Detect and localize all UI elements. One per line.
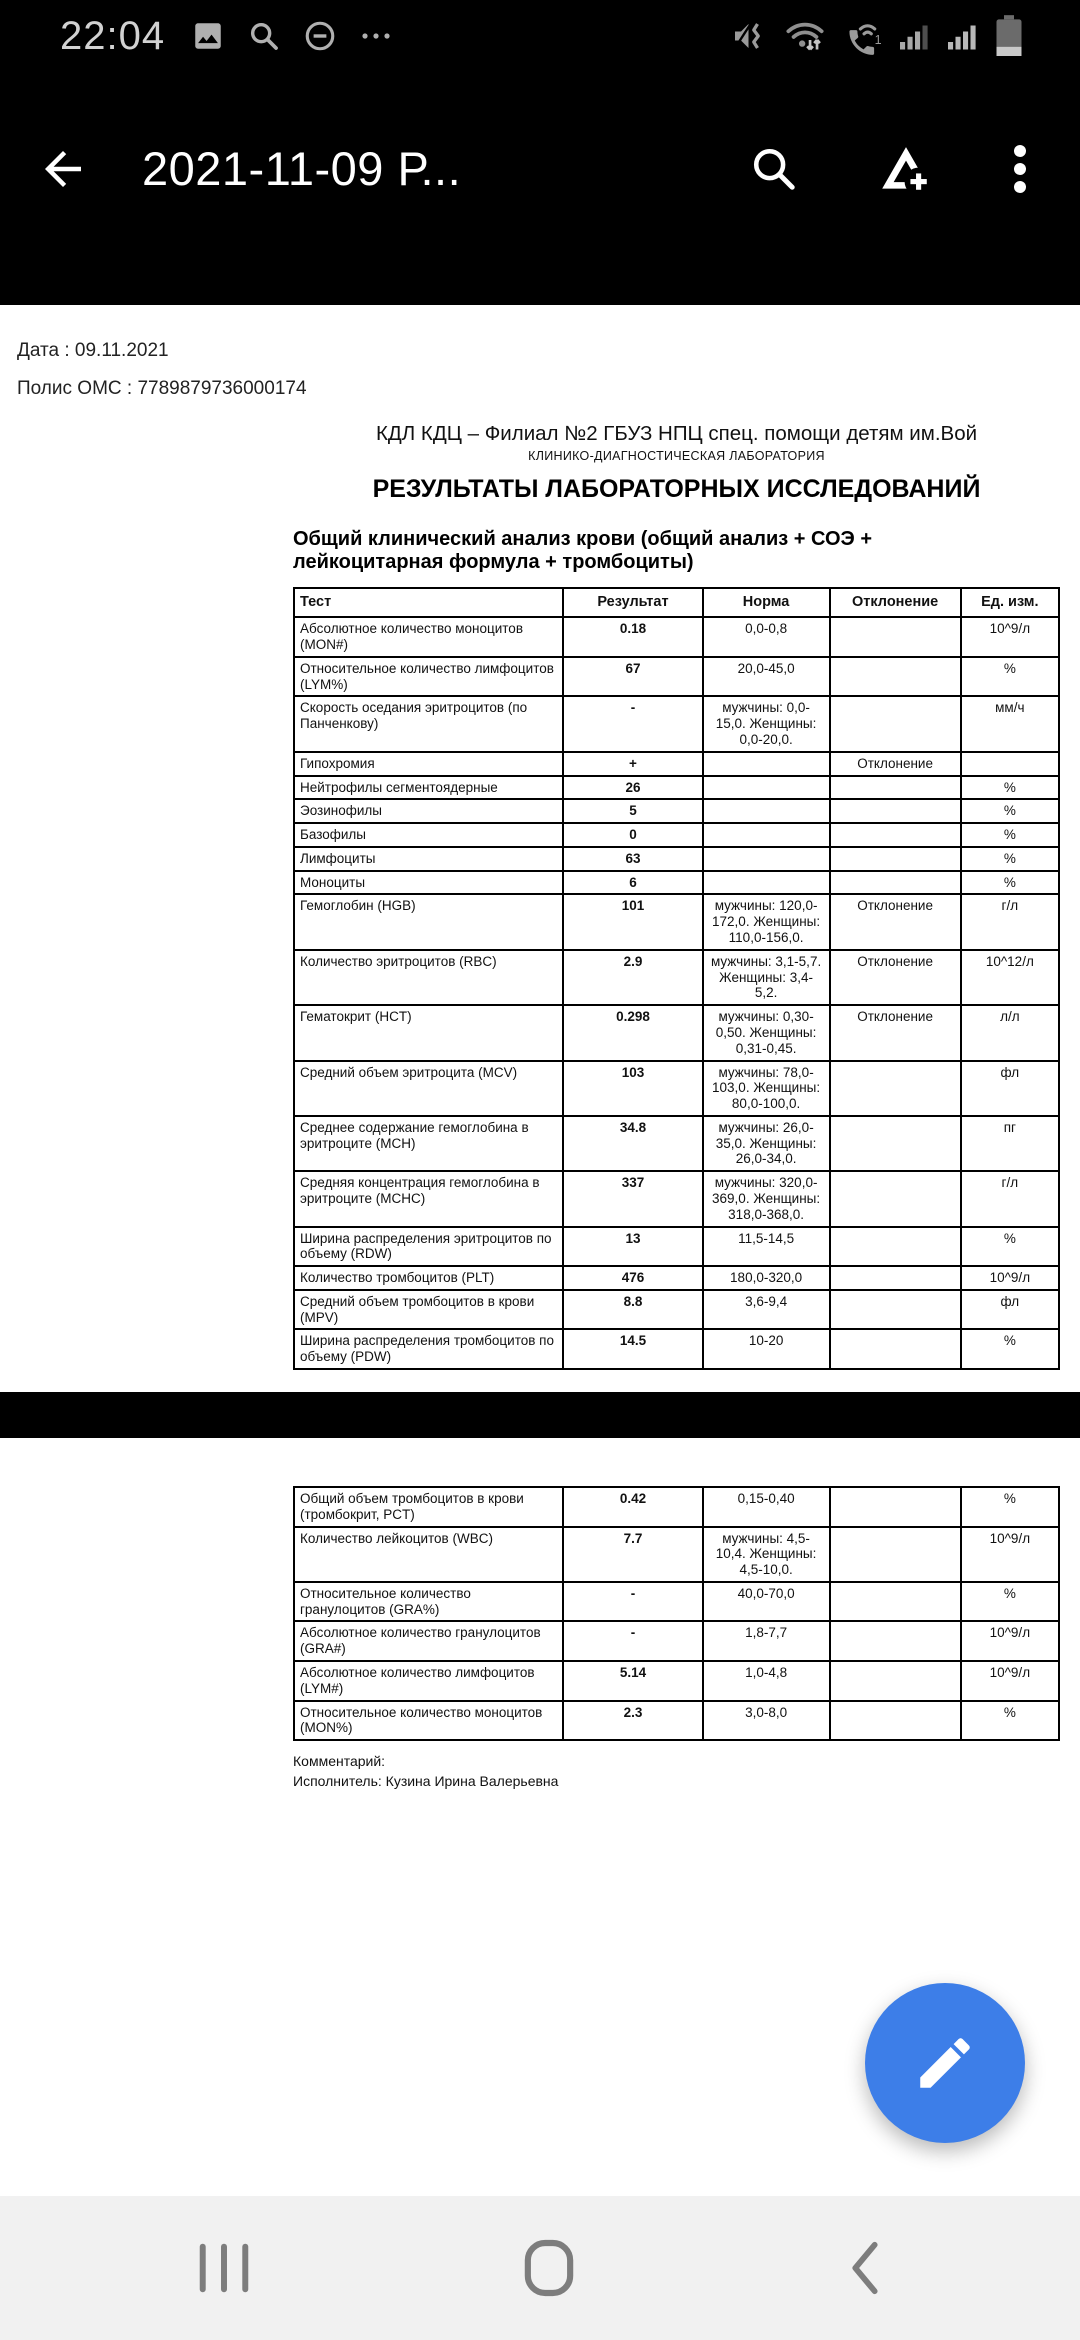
table-header-row bbox=[294, 588, 1059, 617]
norm-cell: мужчины: 78,0-103,0. Женщины: 80,0-100,0. bbox=[703, 1061, 830, 1116]
result-cell: 14.5 bbox=[563, 1329, 702, 1369]
test-cell: Гемоглобин (HGB) bbox=[294, 894, 563, 949]
wifi-calling-icon bbox=[840, 17, 884, 55]
unit-cell: % bbox=[961, 1329, 1059, 1369]
table-row bbox=[294, 1116, 1059, 1171]
unit-cell: 10^9/л bbox=[961, 1661, 1059, 1701]
vibrate-mute-icon bbox=[730, 18, 770, 54]
header-deviation: Отклонение bbox=[830, 588, 961, 617]
norm-cell: мужчины: 3,1-5,7. Женщины: 3,4-5,2. bbox=[703, 950, 830, 1005]
deviation-cell bbox=[830, 1487, 961, 1527]
norm-cell: 20,0-45,0 bbox=[703, 657, 830, 697]
deviation-cell bbox=[830, 1061, 961, 1116]
deviation-cell bbox=[830, 696, 961, 751]
unit-cell: % bbox=[961, 823, 1059, 847]
norm-cell: мужчины: 120,0-172,0. Женщины: 110,0-156,0. bbox=[703, 894, 830, 949]
norm-cell bbox=[703, 871, 830, 895]
unit-cell: л/л bbox=[961, 1005, 1059, 1060]
battery-icon bbox=[994, 14, 1024, 58]
results-table-1 bbox=[293, 587, 1060, 1370]
test-cell: Средний объем тромбоцитов в крови (MPV) bbox=[294, 1290, 563, 1330]
table-row bbox=[294, 1661, 1059, 1701]
test-cell: Нейтрофилы сегментоядерные bbox=[294, 776, 563, 800]
test-cell: Скорость оседания эритроцитов (по Панченкову) bbox=[294, 696, 563, 751]
deviation-cell bbox=[830, 1661, 961, 1701]
test-cell: Количество тромбоцитов (PLT) bbox=[294, 1266, 563, 1290]
table-row bbox=[294, 894, 1059, 949]
norm-cell bbox=[703, 847, 830, 871]
norm-cell: 3,0-8,0 bbox=[703, 1701, 830, 1741]
result-cell: 2.9 bbox=[563, 950, 702, 1005]
deviation-cell: Отклонение bbox=[830, 894, 961, 949]
image-notification-icon bbox=[191, 19, 225, 53]
report-title: РЕЗУЛЬТАТЫ ЛАБОРАТОРНЫХ ИССЛЕДОВАНИЙ bbox=[372, 475, 981, 503]
unit-cell: % bbox=[961, 847, 1059, 871]
app-bar bbox=[0, 72, 1080, 305]
unit-cell: % bbox=[961, 657, 1059, 697]
norm-cell: 1,0-4,8 bbox=[703, 1661, 830, 1701]
result-cell: 13 bbox=[563, 1227, 702, 1267]
test-cell: Абсолютное количество моноцитов (MON#) bbox=[294, 617, 563, 657]
result-cell: 2.3 bbox=[563, 1701, 702, 1741]
result-cell: 67 bbox=[563, 657, 702, 697]
unit-cell: 10^9/л bbox=[961, 617, 1059, 657]
test-cell: Общий объем тромбоцитов в крови (тромбокрит, PCT) bbox=[294, 1487, 563, 1527]
organization-line: КДЛ КДЦ – Филиал №2 ГБУЗ НПЦ спец. помощи детям им.Вой bbox=[375, 422, 978, 445]
result-cell: 5 bbox=[563, 799, 702, 823]
table-row bbox=[294, 1290, 1059, 1330]
test-cell: Гипохромия bbox=[294, 752, 563, 776]
table-row bbox=[294, 1227, 1059, 1267]
wifi-icon bbox=[784, 17, 826, 55]
result-cell: 8.8 bbox=[563, 1290, 702, 1330]
deviation-cell bbox=[830, 617, 961, 657]
norm-cell: мужчины: 4,5-10,4. Женщины: 4,5-10,0. bbox=[703, 1527, 830, 1582]
table-row bbox=[294, 1487, 1059, 1527]
analysis-title: Общий клинический анализ крови (общий анализ + СОЭ + лейкоцитарная формула + тромбоциты) bbox=[293, 528, 873, 574]
pencil-icon bbox=[912, 2030, 978, 2096]
test-cell: Относительное количество моноцитов (MON%) bbox=[294, 1701, 563, 1741]
test-cell: Количество эритроцитов (RBC) bbox=[294, 950, 563, 1005]
table-row bbox=[294, 657, 1059, 697]
laboratory-line: КЛИНИКО-ДИАГНОСТИЧЕСКАЯ ЛАБОРАТОРИЯ bbox=[528, 449, 825, 463]
unit-cell: % bbox=[961, 1582, 1059, 1622]
table-row bbox=[294, 799, 1059, 823]
table-row bbox=[294, 776, 1059, 800]
document-title: 2021-11-09 Р... bbox=[142, 142, 462, 195]
deviation-cell bbox=[830, 1582, 961, 1622]
deviation-cell bbox=[830, 1171, 961, 1226]
result-cell: - bbox=[563, 1621, 702, 1661]
test-cell: Лимфоциты bbox=[294, 847, 563, 871]
header-result: Результат bbox=[563, 588, 702, 617]
result-cell: 101 bbox=[563, 894, 702, 949]
result-cell: 103 bbox=[563, 1061, 702, 1116]
norm-cell: мужчины: 0,30-0,50. Женщины: 0,31-0,45. bbox=[703, 1005, 830, 1060]
test-cell: Средний объем эритроцита (MCV) bbox=[294, 1061, 563, 1116]
result-cell: 0 bbox=[563, 823, 702, 847]
signal-sim2-icon bbox=[946, 18, 980, 54]
table-row bbox=[294, 1266, 1059, 1290]
norm-cell: 1,8-7,7 bbox=[703, 1621, 830, 1661]
test-cell: Эозинофилы bbox=[294, 799, 563, 823]
norm-cell: 11,5-14,5 bbox=[703, 1227, 830, 1267]
search-notification-icon bbox=[247, 19, 281, 53]
result-cell: 6 bbox=[563, 871, 702, 895]
unit-cell: % bbox=[961, 1227, 1059, 1267]
overflow-menu-button[interactable] bbox=[1012, 143, 1028, 195]
header-test: Тест bbox=[294, 588, 563, 617]
results-table-2 bbox=[293, 1486, 1060, 1741]
date-line: Дата : 09.11.2021 bbox=[17, 340, 169, 361]
result-cell: 476 bbox=[563, 1266, 702, 1290]
deviation-cell bbox=[830, 871, 961, 895]
table-row bbox=[294, 847, 1059, 871]
unit-cell: % bbox=[961, 1701, 1059, 1741]
result-cell: 34.8 bbox=[563, 1116, 702, 1171]
result-cell: 0.298 bbox=[563, 1005, 702, 1060]
norm-cell: мужчины: 320,0-369,0. Женщины: 318,0-368,0. bbox=[703, 1171, 830, 1226]
result-cell: + bbox=[563, 752, 702, 776]
result-cell: 7.7 bbox=[563, 1527, 702, 1582]
more-notifications-icon bbox=[359, 29, 393, 43]
norm-cell bbox=[703, 799, 830, 823]
norm-cell bbox=[703, 752, 830, 776]
result-cell: 337 bbox=[563, 1171, 702, 1226]
table-row bbox=[294, 1582, 1059, 1622]
test-cell: Гематокрит (HCT) bbox=[294, 1005, 563, 1060]
deviation-cell: Отклонение bbox=[830, 752, 961, 776]
unit-cell: 10^9/л bbox=[961, 1527, 1059, 1582]
deviation-cell: Отклонение bbox=[830, 1005, 961, 1060]
test-cell: Абсолютное количество лимфоцитов (LYM#) bbox=[294, 1661, 563, 1701]
unit-cell: 10^12/л bbox=[961, 950, 1059, 1005]
result-cell: 5.14 bbox=[563, 1661, 702, 1701]
table-row bbox=[294, 696, 1059, 751]
deviation-cell bbox=[830, 1527, 961, 1582]
do-not-disturb-icon bbox=[303, 19, 337, 53]
table-row bbox=[294, 1527, 1059, 1582]
back-arrow-icon[interactable] bbox=[36, 142, 90, 196]
header-unit: Ед. изм. bbox=[961, 588, 1059, 617]
deviation-cell bbox=[830, 657, 961, 697]
norm-cell: мужчины: 0,0-15,0. Женщины: 0,0-20,0. bbox=[703, 696, 830, 751]
unit-cell: % bbox=[961, 776, 1059, 800]
search-button[interactable] bbox=[748, 143, 800, 195]
unit-cell: фл bbox=[961, 1061, 1059, 1116]
norm-cell bbox=[703, 823, 830, 847]
document-page-1 bbox=[0, 305, 1080, 1392]
add-to-drive-button[interactable] bbox=[876, 141, 936, 197]
status-bar bbox=[0, 0, 1080, 72]
test-cell: Моноциты bbox=[294, 871, 563, 895]
norm-cell: 0,15-0,40 bbox=[703, 1487, 830, 1527]
table-row bbox=[294, 1621, 1059, 1661]
unit-cell: мм/ч bbox=[961, 696, 1059, 751]
deviation-cell bbox=[830, 1290, 961, 1330]
deviation-cell bbox=[830, 799, 961, 823]
unit-cell: пг bbox=[961, 1116, 1059, 1171]
executor-line: Исполнитель: Кузина Ирина Валерьевна bbox=[293, 1773, 559, 1790]
home-icon[interactable] bbox=[524, 2239, 574, 2297]
signal-sim1-icon bbox=[898, 18, 932, 54]
table-row bbox=[294, 1061, 1059, 1116]
status-clock: 22:04 bbox=[60, 13, 166, 58]
deviation-cell bbox=[830, 1701, 961, 1741]
table-row bbox=[294, 871, 1059, 895]
deviation-cell: Отклонение bbox=[830, 950, 961, 1005]
table-row bbox=[294, 617, 1059, 657]
result-cell: - bbox=[563, 696, 702, 751]
deviation-cell bbox=[830, 1116, 961, 1171]
result-cell: 0.18 bbox=[563, 617, 702, 657]
unit-cell: % bbox=[961, 1487, 1059, 1527]
unit-cell: фл bbox=[961, 1290, 1059, 1330]
recents-icon[interactable] bbox=[195, 2240, 253, 2296]
table-row bbox=[294, 1329, 1059, 1369]
deviation-cell bbox=[830, 1227, 961, 1267]
table-row bbox=[294, 1171, 1059, 1226]
table-row bbox=[294, 1701, 1059, 1741]
norm-cell: 3,6-9,4 bbox=[703, 1290, 830, 1330]
unit-cell: % bbox=[961, 871, 1059, 895]
unit-cell: % bbox=[961, 799, 1059, 823]
unit-cell: 10^9/л bbox=[961, 1621, 1059, 1661]
result-cell: - bbox=[563, 1582, 702, 1622]
test-cell: Количество лейкоцитов (WBC) bbox=[294, 1527, 563, 1582]
table-row bbox=[294, 1005, 1059, 1060]
header-norm: Норма bbox=[703, 588, 830, 617]
deviation-cell bbox=[830, 1266, 961, 1290]
comment-label: Комментарий: bbox=[293, 1753, 386, 1770]
test-cell: Ширина распределения эритроцитов по объему (RDW) bbox=[294, 1227, 563, 1267]
norm-cell bbox=[703, 776, 830, 800]
unit-cell: г/л bbox=[961, 894, 1059, 949]
edit-fab-button[interactable] bbox=[865, 1983, 1025, 2143]
table-row bbox=[294, 950, 1059, 1005]
test-cell: Среднее содержание гемоглобина в эритроците (MCH) bbox=[294, 1116, 563, 1171]
deviation-cell bbox=[830, 823, 961, 847]
test-cell: Относительное количество лимфоцитов (LYM%) bbox=[294, 657, 563, 697]
deviation-cell bbox=[830, 1621, 961, 1661]
norm-cell: 10-20 bbox=[703, 1329, 830, 1369]
test-cell: Ширина распределения тромбоцитов по объему (PDW) bbox=[294, 1329, 563, 1369]
test-cell: Базофилы bbox=[294, 823, 563, 847]
svg-text:1: 1 bbox=[874, 32, 882, 47]
result-cell: 63 bbox=[563, 847, 702, 871]
test-cell: Относительное количество гранулоцитов (GRA%) bbox=[294, 1582, 563, 1622]
unit-cell: г/л bbox=[961, 1171, 1059, 1226]
deviation-cell bbox=[830, 776, 961, 800]
policy-line: Полис ОМС : 7789879736000174 bbox=[17, 378, 307, 399]
unit-cell bbox=[961, 752, 1059, 776]
unit-cell: 10^9/л bbox=[961, 1266, 1059, 1290]
norm-cell: 40,0-70,0 bbox=[703, 1582, 830, 1622]
deviation-cell bbox=[830, 1329, 961, 1369]
deviation-cell bbox=[830, 847, 961, 871]
norm-cell: мужчины: 26,0-35,0. Женщины: 26,0-34,0. bbox=[703, 1116, 830, 1171]
table-row bbox=[294, 823, 1059, 847]
back-icon[interactable] bbox=[845, 2239, 885, 2297]
table-row bbox=[294, 752, 1059, 776]
result-cell: 0.42 bbox=[563, 1487, 702, 1527]
page-break-separator bbox=[0, 1392, 1080, 1438]
navigation-bar bbox=[0, 2196, 1080, 2340]
test-cell: Абсолютное количество гранулоцитов (GRA#) bbox=[294, 1621, 563, 1661]
test-cell: Средняя концентрация гемоглобина в эритроците (MCHC) bbox=[294, 1171, 563, 1226]
norm-cell: 180,0-320,0 bbox=[703, 1266, 830, 1290]
norm-cell: 0,0-0,8 bbox=[703, 617, 830, 657]
result-cell: 26 bbox=[563, 776, 702, 800]
